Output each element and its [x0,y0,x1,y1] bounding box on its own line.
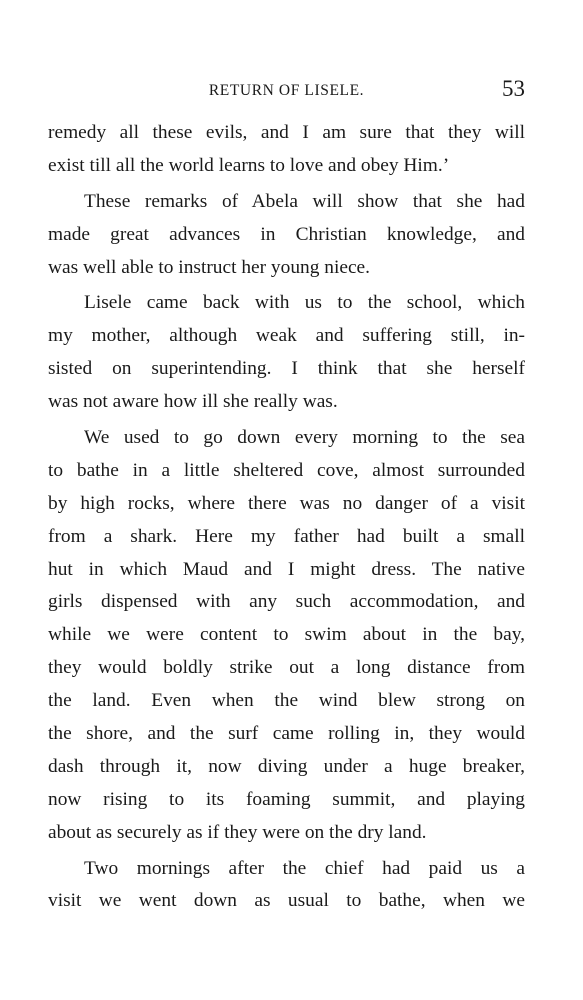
text-line: the shore, and the surf came rolling in, they would [48,723,525,745]
text-line: remedy all these evils, and I am sure that they will [48,122,525,143]
text-line: Two mornings after the chief had paid us a [84,857,525,879]
paragraph [48,117,525,183]
text-line: dash through it, now diving under a huge breaker, [48,755,525,777]
text-line: by high rocks, where there was no danger of a visit [48,492,525,514]
text-line: about as securely as if they were on the dry land. [48,821,427,843]
text-line: was not aware how ill she really was. [48,391,338,413]
text-line: to bathe in a little sheltered cove, almost surrounded [48,459,525,481]
body-text [48,117,525,918]
page-number: 53 [502,76,525,101]
text-line: was well able to instruct her young niece. [48,256,371,278]
running-title: RETURN OF LISELE. [208,82,365,99]
text-line: from a shark. Here my father had built a small [48,525,525,547]
paragraph [48,186,525,285]
text-line: hut in which Maud and I might dress. The native [48,558,525,580]
text-line: We used to go down every morning to the sea [84,427,525,449]
text-line: visit we went down as usual to bathe, when we [48,890,525,912]
text-line: Lisele came back with us to the school, which [84,292,525,314]
paragraph [48,422,525,850]
text-line: girls dispensed with any such accommodation, and [48,591,525,613]
text-line: they would boldly strike out a long distance from [48,657,525,679]
text-line: now rising to its foaming summit, and playing [48,788,525,810]
text-line: These remarks of Abela will show that she had [84,190,525,212]
paragraph [48,287,525,419]
text-line: made great advances in Christian knowledge, and [48,223,525,245]
paragraph [48,853,525,919]
text-line: sisted on superintending. I think that she herself [48,358,525,380]
text-line: my mother, although weak and suffering still, in- [48,325,525,347]
running-head [48,76,525,106]
text-line: the land. Even when the wind blew strong on [48,690,525,712]
text-line: exist till all the world learns to love and obey Him.’ [48,154,450,176]
text-line: while we were content to swim about in the bay, [48,624,525,646]
